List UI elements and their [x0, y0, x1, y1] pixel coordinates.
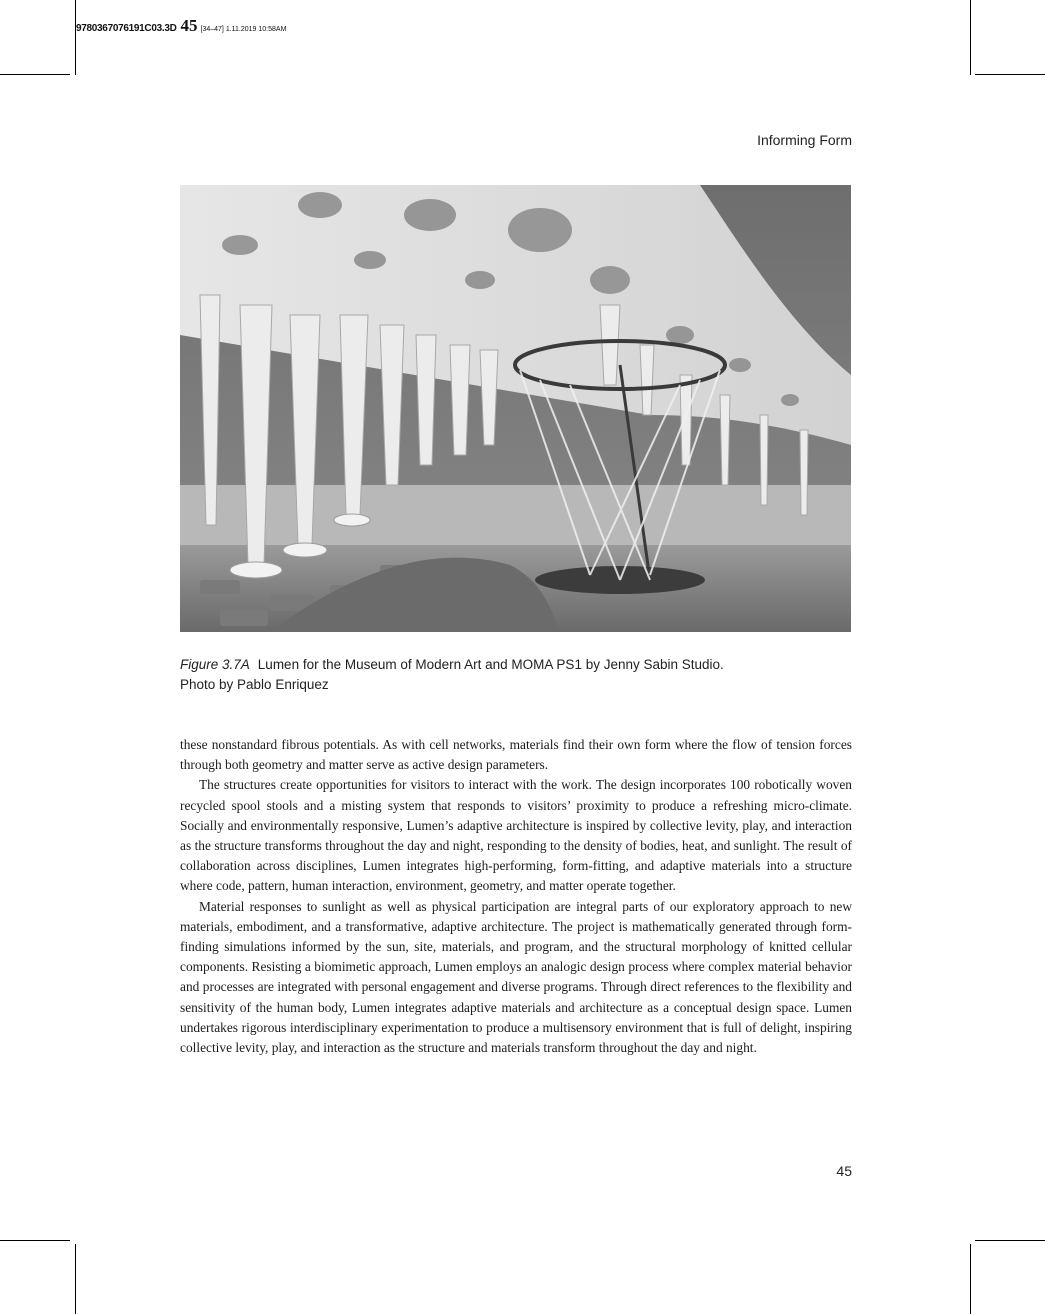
crop-mark-top-right-vertical	[970, 0, 971, 75]
figure-photo	[180, 185, 851, 632]
figure-caption	[180, 655, 860, 695]
body-text	[180, 735, 852, 1058]
crop-mark-top-right-horizontal	[975, 74, 1045, 75]
crop-mark-bottom-right-horizontal	[975, 1240, 1045, 1241]
slug-page-number: 45	[180, 16, 198, 35]
crop-mark-bottom-right-vertical	[970, 1244, 971, 1314]
paragraph-2: The structures create opportunities for visitors to interact with the work. The design incorporates 100 robotically woven recycled spool stools and a misting system that responds to visitors’ proximity to produce a refreshing micro-climate. Socially and environmentally responsive, Lumen’s adaptive architecture is inspired by collective levity, play, and interaction as the structure transforms throughout the day and night, responding to the density of bodies, heat, and sunlight. The result of collaboration across disciplines, Lumen integrates high-performing, form-fitting, and adaptive materials into a structure where code, pattern, human interaction, environment, geometry, and matter operate together.	[180, 777, 852, 894]
caption-text: Lumen for the Museum of Modern Art and MOMA PS1 by Jenny Sabin Studio.	[257, 657, 724, 672]
slug-file-name: 9780367076191C03.3D	[76, 23, 177, 34]
crop-mark-bottom-left-horizontal	[0, 1240, 70, 1241]
paragraph-1: these nonstandard fibrous potentials. As with cell networks, materials find their own form where the flow of tension forces through both geometry and matter serve as active design parameters.	[180, 737, 852, 773]
slug-timestamp: [34–47] 1.11.2019 10:58AM	[200, 26, 287, 33]
crop-mark-top-left-horizontal	[0, 74, 70, 75]
running-head: Informing Form	[757, 132, 852, 148]
crop-mark-bottom-left-vertical	[75, 1244, 76, 1314]
crop-mark-top-left-vertical	[75, 0, 76, 75]
page-number: 45	[836, 1163, 852, 1179]
figure-label: Figure 3.7A	[180, 657, 250, 672]
paragraph-3: Material responses to sunlight as well as physical participation are integral parts of our exploratory approach to new materials, embodiment, and a transformative, adaptive architecture. The project is mathematically generated through form-finding simulations informed by the sun, site, materials, and program, and the structural morphology of knitted cellular components. Resisting a biomimetic approach, Lumen employs an analogic design process where complex material behavior and processes are integrated with personal engagement and diverse programs. Through direct references to the flexibility and sensitivity of the human body, Lumen integrates adaptive materials and architecture as a conceptual design space. Lumen undertakes rigorous interdisciplinary experimentation to produce a multisensory environment that is full of delight, inspiring collective levity, play, and interaction as the structure and materials transform throughout the day and night.	[180, 898, 852, 1056]
photo-credit: Photo by Pablo Enriquez	[180, 677, 329, 692]
caption-line-1	[180, 655, 860, 675]
printer-slug	[76, 16, 286, 36]
